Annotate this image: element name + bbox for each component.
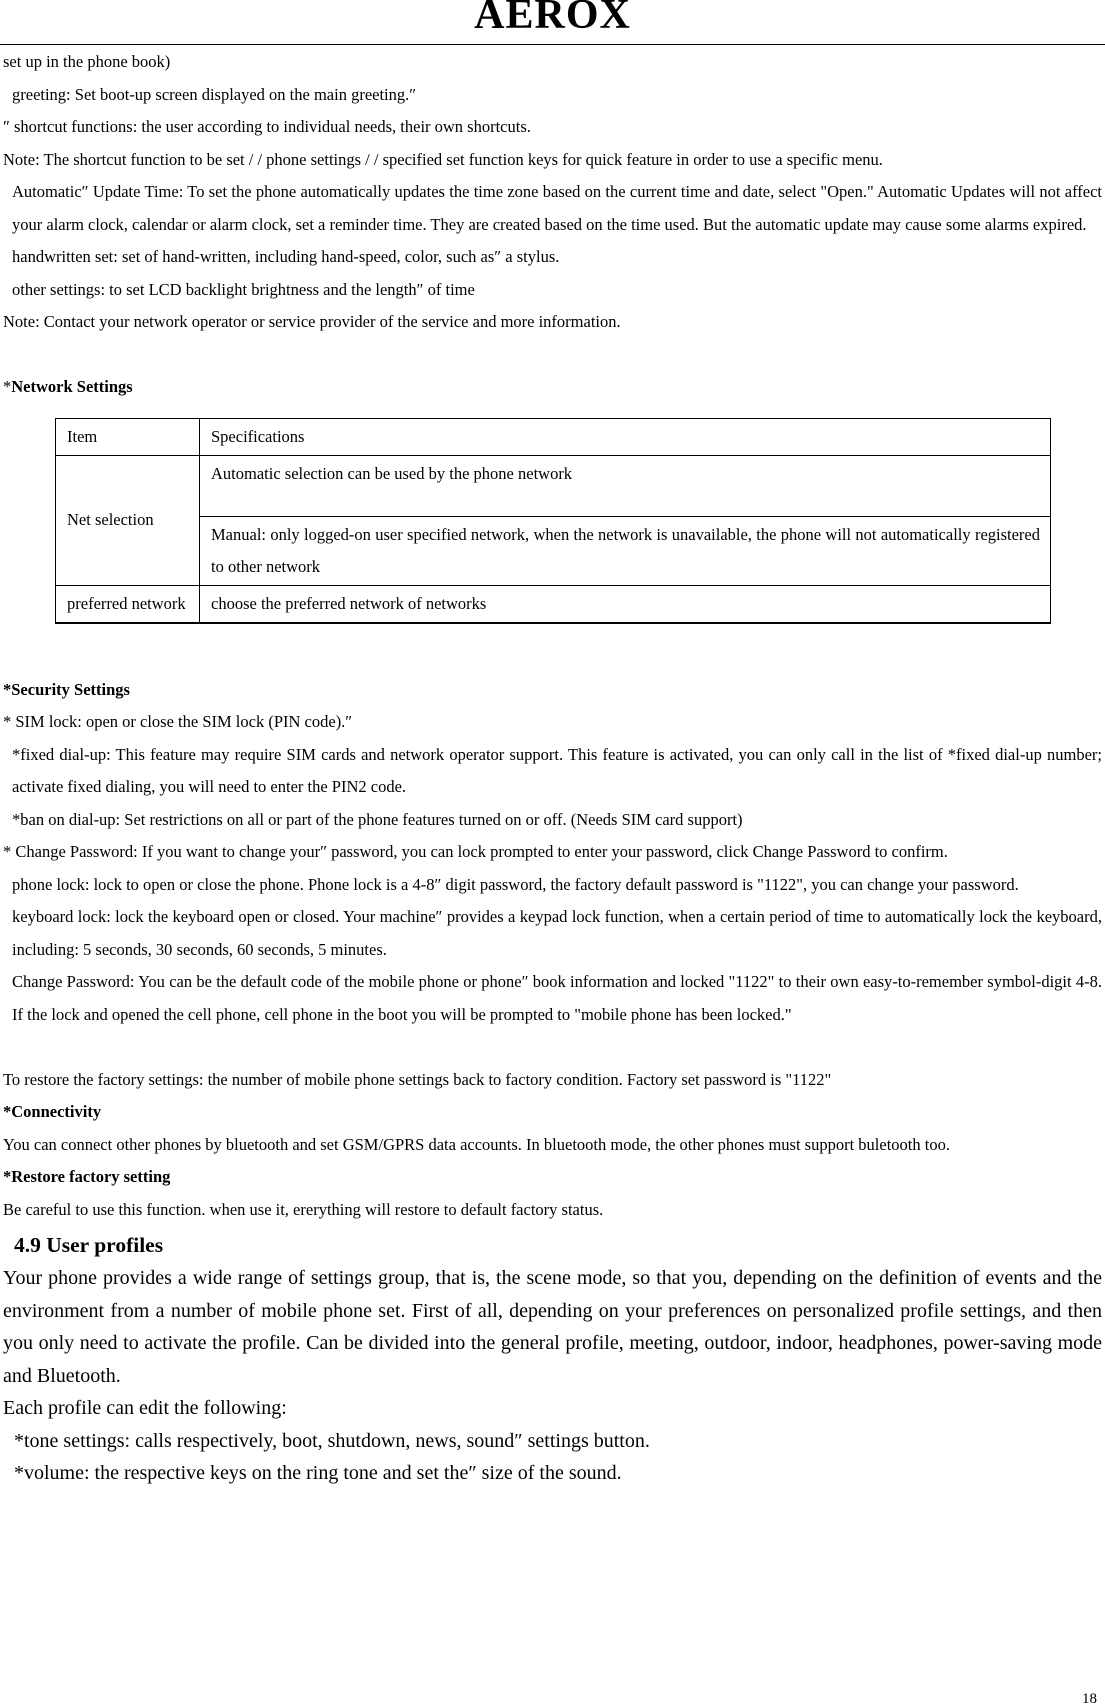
net-selection-manual: Manual: only logged-on user specified network, when the network is unavailable, the phone will not automatically registered to other network: [200, 516, 1051, 585]
page-number: 18: [1082, 1691, 1097, 1707]
user-profiles-paragraph: Your phone provides a wide range of settings group, that is, the scene mode, so that you, depending on the definition of events and the environment from a number of mobile phone set. First of all, depending on your preferences on personalized profile settings, and then you only need to activate the profile. Can be divided into the general profile, meeting, outdoor, indoor, headphones, power-saving mode and Bluetooth.: [3, 1267, 1102, 1387]
security-line-7: Change Password: You can be the default code of the mobile phone or phone″ book information and locked "1122" to their own easy-to-remember symbol-digit 4-8. If the lock and opened the cell phone, cell phone in the boot you will be prompted to "mobile phone has been locked.": [12, 972, 1102, 1024]
security-line-5: phone lock: lock to open or close the phone. Phone lock is a 4-8″ digit password, the factory default password is "1122", you can change your password.: [12, 874, 1019, 894]
restore-factory-heading: *Restore factory setting: [3, 1167, 171, 1186]
net-selection-auto: Automatic selection can be used by the phone network: [200, 455, 1051, 516]
network-settings-table: [55, 418, 1051, 624]
table-header-spec: Specifications: [200, 418, 1051, 455]
table-row: [56, 516, 1051, 585]
user-profiles-item-2: *volume: the respective keys on the ring tone and set the″ size of the sound.: [14, 1462, 622, 1484]
network-heading-prefix: *: [3, 377, 12, 396]
intro-line-4: Note: The shortcut function to be set / / phone settings / / specified set function keys for quick feature in order to use a specific menu.: [3, 149, 883, 169]
restore-text: To restore the factory settings: the number of mobile phone settings back to factory condition. Factory set password is "1122": [3, 1069, 832, 1089]
net-selection-label: Net selection: [56, 455, 200, 585]
intro-line-3: ″ shortcut functions: the user according to individual needs, their own shortcuts.: [3, 117, 531, 136]
table-header-item: Item: [56, 418, 200, 455]
connectivity-heading: *Connectivity: [3, 1102, 102, 1121]
intro-line-6: handwritten set: set of hand-written, including hand-speed, color, such as″ a stylus.: [12, 247, 560, 266]
page-header: [0, 0, 1105, 45]
intro-line-8: Note: Contact your network operator or service provider of the service and more information.: [3, 312, 621, 331]
security-line-4: * Change Password: If you want to change your″ password, you can lock prompted to enter your password, click Change Password to confirm.: [3, 842, 948, 861]
intro-line-7: other settings: to set LCD backlight brightness and the length″ of time: [12, 279, 475, 299]
network-heading-text: Network Settings: [11, 377, 133, 396]
security-line-2: *fixed dial-up: This feature may require SIM cards and network operator support. This feature is activated, you can only call in the list of *fixed dial-up number; activate fixed dialing, you will need to enter the PIN2 code.: [12, 744, 1102, 796]
user-profiles-each: Each profile can edit the following:: [3, 1397, 287, 1419]
network-heading: [3, 371, 1102, 404]
security-line-6: keyboard lock: lock the keyboard open or closed. Your machine″ provides a keypad lock function, when a certain period of time to automatically lock the keyboard, including: 5 seconds, 30 seconds, 60 seconds, 5 minutes.: [12, 907, 1102, 959]
table-row: [56, 585, 1051, 623]
user-profiles-item-1: *tone settings: calls respectively, boot, shutdown, news, sound″ settings button.: [14, 1429, 650, 1452]
security-heading: *Security Settings: [3, 679, 130, 699]
intro-line-5: Automatic″ Update Time: To set the phone automatically updates the time zone based on the current time and date, select "Open." Automatic Updates will not affect your alarm clock, calendar or alarm clock, set a reminder time. They are created based on the time used. But the automatic update may cause some alarms expired.: [12, 182, 1102, 234]
preferred-network-label: preferred network: [56, 585, 200, 623]
intro-line-2: greeting: Set boot-up screen displayed on the main greeting.″: [12, 84, 417, 104]
page-content: [3, 46, 1102, 1490]
security-line-3: *ban on dial-up: Set restrictions on all or part of the phone features turned on or off. (Needs SIM card support): [12, 809, 743, 829]
page-title: AEROX: [474, 0, 631, 38]
intro-line-1: set up in the phone book): [3, 52, 171, 71]
restore-factory-text: Be careful to use this function. when use it, ererything will restore to default factory status.: [3, 1199, 604, 1219]
connectivity-text: You can connect other phones by bluetooth and set GSM/GPRS data accounts. In bluetooth mode, the other phones must support buletooth too.: [3, 1134, 950, 1154]
preferred-network-spec: choose the preferred network of networks: [200, 585, 1051, 623]
user-profiles-heading: 4.9 User profiles: [14, 1233, 164, 1257]
table-header-row: [56, 418, 1051, 455]
table-row: [56, 455, 1051, 516]
security-line-1: * SIM lock: open or close the SIM lock (PIN code).″: [3, 712, 353, 731]
